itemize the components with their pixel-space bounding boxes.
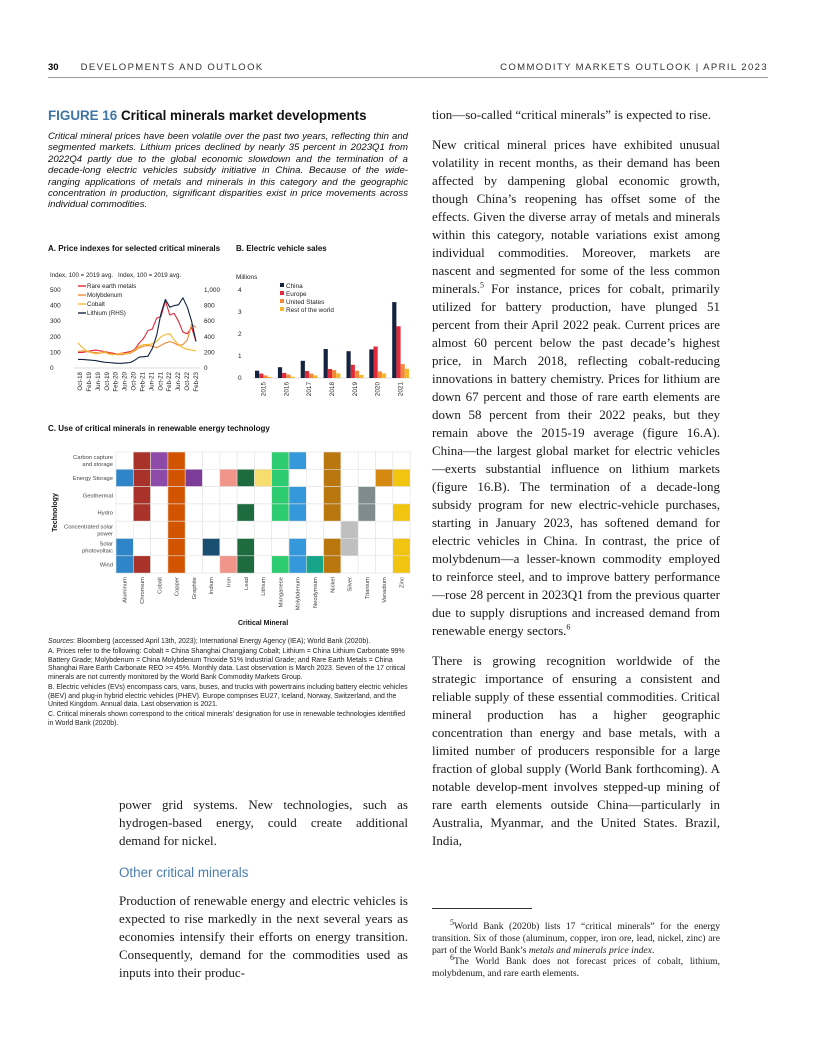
heatmap-cell bbox=[358, 469, 375, 486]
column-label: Lithium bbox=[261, 577, 268, 596]
row-label: Geothermal bbox=[82, 493, 113, 500]
heatmap-cell bbox=[151, 539, 168, 556]
y-axis-label: Millions bbox=[236, 274, 258, 281]
heatmap-cell bbox=[151, 469, 168, 486]
heatmap-cell bbox=[168, 452, 185, 469]
heatmap-cell bbox=[185, 469, 202, 486]
heatmap-cell bbox=[272, 539, 289, 556]
heatmap-cell bbox=[116, 452, 133, 469]
x-tick-label: Jun-20 bbox=[121, 372, 129, 391]
x-tick-label: 2021 bbox=[397, 382, 405, 397]
right-paragraph-3: There is growing recognition worldwide of the strategic importance of ensuring a consistent and reliable supply of these essential commodities. Critical mineral production has a higher geographic concentration than energy and base metals, with a limited number of producers responsible for a large fraction of global supply (World Bank forthcoming). A notable develop-ment involves stepped-up mining of rare earth elements outside China—particularly in Australia, Myanmar, and the United States. Brazil, India, bbox=[432, 653, 720, 848]
row-label: Wind bbox=[99, 562, 113, 569]
legend-label: Rest of the world bbox=[286, 307, 334, 314]
heatmap-cell bbox=[324, 487, 341, 504]
bar-united-states-2016 bbox=[286, 375, 290, 379]
heatmap-cell bbox=[168, 556, 185, 573]
column-label: Zinc bbox=[399, 577, 406, 589]
panel-a bbox=[48, 244, 228, 414]
right-tick-label: 1,000 bbox=[204, 287, 220, 294]
sources-text: : Bloomberg (accessed April 13th, 2023); International Energy Agency (IEA); World Bank (2020b). bbox=[73, 638, 371, 645]
legend-label: China bbox=[286, 283, 303, 290]
x-tick-label: 2017 bbox=[306, 382, 314, 397]
row-label: Energy Storage bbox=[72, 475, 113, 482]
y-tick-label: 0 bbox=[238, 375, 242, 382]
heatmap-cell bbox=[220, 521, 237, 538]
left-tick-label: 0 bbox=[50, 365, 54, 372]
heatmap-cell bbox=[376, 452, 393, 469]
heatmap-cell bbox=[358, 556, 375, 573]
heatmap-critical-minerals bbox=[48, 440, 420, 630]
legend-label: Lithium (RHS) bbox=[87, 310, 126, 317]
x-tick-label: 2020 bbox=[374, 382, 382, 397]
heatmap-cell bbox=[185, 539, 202, 556]
x-tick-label: Feb-21 bbox=[139, 372, 147, 392]
right-column-body bbox=[432, 106, 720, 862]
figure-title bbox=[48, 108, 408, 123]
bar-china-2021 bbox=[392, 302, 396, 378]
bar-europe-2017 bbox=[305, 371, 309, 378]
heatmap-cell bbox=[393, 487, 410, 504]
right-axis-label: Index, 100 = 2019 avg. bbox=[118, 272, 182, 279]
bar-united-states-2021 bbox=[401, 364, 405, 378]
header-rule bbox=[48, 77, 768, 78]
column-label: Manganese bbox=[278, 577, 285, 608]
footnote-5-end: . bbox=[651, 944, 655, 956]
heatmap-cell bbox=[341, 556, 358, 573]
x-tick-label: Oct-21 bbox=[157, 372, 165, 391]
sources-label: Sources bbox=[48, 638, 74, 645]
series-line-rare-earth-metals bbox=[78, 301, 196, 354]
heatmap-cell bbox=[289, 452, 306, 469]
x-tick-label: Oct-20 bbox=[130, 372, 138, 391]
column-label: Copper bbox=[174, 577, 181, 597]
column-label: Cobalt bbox=[157, 577, 164, 594]
heatmap-cell bbox=[237, 487, 254, 504]
bar-europe-2021 bbox=[396, 326, 400, 378]
left-tick-label: 500 bbox=[50, 287, 61, 294]
figure-sources bbox=[48, 638, 410, 730]
right-tick-label: 200 bbox=[204, 349, 215, 357]
heatmap-cell bbox=[116, 469, 133, 486]
bar-rest-of-the-world-2020 bbox=[382, 373, 386, 378]
heatmap-cell bbox=[133, 504, 150, 521]
running-head bbox=[48, 62, 768, 76]
panel-b bbox=[236, 244, 416, 414]
heatmap-cell bbox=[151, 452, 168, 469]
legend-label: Cobalt bbox=[87, 301, 105, 308]
page-number: 30 bbox=[48, 62, 59, 73]
heatmap-cell bbox=[272, 504, 289, 521]
heatmap-cell bbox=[220, 539, 237, 556]
heatmap-cell bbox=[358, 452, 375, 469]
heatmap-cell bbox=[254, 469, 271, 486]
note-c: C. Critical minerals shown correspond to the critical minerals' designation for use in renewable technologies identified in World Bank (2020b). bbox=[48, 711, 406, 727]
bar-rest-of-the-world-2015 bbox=[268, 377, 272, 378]
left-tick-label: 100 bbox=[50, 349, 61, 357]
column-label: Silver bbox=[347, 577, 354, 592]
heatmap-cell bbox=[306, 469, 323, 486]
heatmap-cell bbox=[341, 487, 358, 504]
right-paragraph-2 bbox=[432, 136, 720, 640]
heatmap-cell bbox=[272, 452, 289, 469]
bar-europe-2018 bbox=[328, 369, 332, 378]
subheading-other-critical-minerals: Other critical minerals bbox=[119, 865, 249, 880]
right-tick-label: 800 bbox=[204, 302, 215, 310]
heatmap-cell bbox=[116, 521, 133, 538]
heatmap-cell bbox=[168, 504, 185, 521]
column-label: Iron bbox=[226, 577, 233, 588]
bar-china-2015 bbox=[255, 371, 259, 378]
heatmap-cell bbox=[341, 452, 358, 469]
column-label: Titanium bbox=[364, 577, 371, 600]
heatmap-cell bbox=[393, 452, 410, 469]
heatmap-cell bbox=[185, 487, 202, 504]
column-label: Graphite bbox=[191, 577, 198, 600]
footnote-rule bbox=[432, 908, 532, 909]
right-paragraph-2b: For instance, prices for cobalt, primarily utilized for battery production, have plunged 51 percent from their April 2022 peak. Current prices are almost 60 percent below the past decade’s highest price, in March 2018, reflecting cobalt-reducing innovations in battery chemistry. Prices for lithium are down 67 percent and those of rare earth elements are down 58 percent from their 2022 peaks, but they remain above the 2015-19 average (figure 16.A). China—the largest global market for electric vehicles—exerts substantial influence on lithium markets (figure 16.B). The termination of a decade-long subsidy program for new electric-vehicle purchases, starting in January 2023, has softened demand for electric vehicles in China. In contrast, the price of molybdenum—a lesser-known commodity employed to reinforce steel, and to improve battery performance—rose 28 percent in 2023Q1 from the previous quarter due to supply disruptions and increased demand from renewable energy sectors. bbox=[432, 281, 720, 638]
heatmap-cell bbox=[237, 539, 254, 556]
heatmap-cell bbox=[116, 487, 133, 504]
heatmap-cell bbox=[116, 539, 133, 556]
left-paragraph-1: power grid systems. New technologies, such as hydrogen-based energy, could create additional demand for nickel. bbox=[119, 797, 408, 848]
row-label: power bbox=[97, 531, 113, 538]
heatmap-cell bbox=[254, 539, 271, 556]
heatmap-cell bbox=[393, 556, 410, 573]
bar-europe-2016 bbox=[282, 373, 286, 378]
heatmap-cell bbox=[220, 504, 237, 521]
y-tick-label: 3 bbox=[238, 309, 242, 316]
row-label: Solar bbox=[99, 541, 113, 548]
heatmap-cell bbox=[203, 487, 220, 504]
heatmap-cell bbox=[306, 487, 323, 504]
heatmap-cell bbox=[254, 521, 271, 538]
heatmap-cell bbox=[151, 556, 168, 573]
heatmap-cell bbox=[168, 539, 185, 556]
heatmap-cell bbox=[289, 487, 306, 504]
heatmap-cell bbox=[272, 556, 289, 573]
column-label: Neodymium bbox=[312, 577, 319, 609]
heatmap-cell bbox=[341, 504, 358, 521]
x-tick-label: Jun-21 bbox=[148, 372, 156, 391]
heatmap-cell bbox=[272, 469, 289, 486]
heatmap-cell bbox=[220, 556, 237, 573]
bar-united-states-2018 bbox=[332, 370, 336, 378]
heatmap-cell bbox=[341, 539, 358, 556]
row-label: and storage bbox=[82, 462, 113, 469]
left-column-body bbox=[119, 796, 408, 982]
legend-label: Molybdenum bbox=[87, 292, 123, 299]
heatmap-cell bbox=[151, 521, 168, 538]
heatmap-cell bbox=[289, 521, 306, 538]
bar-united-states-2020 bbox=[378, 371, 382, 378]
heatmap-cell bbox=[185, 521, 202, 538]
heatmap-cell bbox=[393, 504, 410, 521]
bar-rest-of-the-world-2019 bbox=[359, 375, 363, 378]
bar-china-2020 bbox=[369, 349, 373, 378]
heatmap-cell bbox=[376, 469, 393, 486]
heatmap-cell bbox=[289, 556, 306, 573]
x-axis-title: Critical Mineral bbox=[237, 620, 289, 628]
heatmap-cell bbox=[358, 487, 375, 504]
bar-china-2018 bbox=[324, 349, 328, 378]
heatmap-cell bbox=[376, 521, 393, 538]
heatmap-cell bbox=[237, 504, 254, 521]
heatmap-cell bbox=[185, 452, 202, 469]
column-label: Aluminum bbox=[122, 577, 129, 603]
row-label: Concentrated solar bbox=[64, 524, 113, 531]
x-tick-label: Feb-20 bbox=[112, 372, 120, 392]
heatmap-cell bbox=[254, 504, 271, 521]
heatmap-cell bbox=[306, 539, 323, 556]
x-tick-label: Oct-18 bbox=[77, 372, 84, 391]
heatmap-cell bbox=[376, 487, 393, 504]
heatmap-cell bbox=[324, 556, 341, 573]
heatmap-cell bbox=[203, 504, 220, 521]
y-tick-label: 4 bbox=[238, 287, 242, 294]
heatmap-cell bbox=[220, 487, 237, 504]
x-tick-label: Feb-22 bbox=[166, 372, 174, 392]
heatmap-cell bbox=[133, 556, 150, 573]
note-b: B. Electric vehicles (EVs) encompass cars, vans, buses, and trucks with powertrains including battery electric vehicles (BEV) and plug-in hybrid electric vehicles (PHEV). Europe comprises EU27, Iceland, Norway, Switzerland, and the United Kingdom. Annual data. Last observation is 2021. bbox=[48, 683, 408, 709]
column-label: Lead bbox=[243, 577, 250, 591]
bar-china-2016 bbox=[278, 367, 282, 378]
bar-europe-2020 bbox=[374, 347, 378, 379]
heatmap-cell bbox=[203, 452, 220, 469]
heatmap-cell bbox=[237, 521, 254, 538]
heatmap-cell bbox=[324, 521, 341, 538]
heatmap-cell bbox=[133, 521, 150, 538]
heatmap-cell bbox=[133, 469, 150, 486]
right-tick-label: 400 bbox=[204, 333, 215, 341]
x-tick-label: Oct-22 bbox=[184, 372, 192, 391]
heatmap-cell bbox=[289, 469, 306, 486]
heatmap-cell bbox=[272, 521, 289, 538]
publication-title: COMMODITY MARKETS OUTLOOK | APRIL 2023 bbox=[500, 62, 768, 73]
bar-chart-ev-sales bbox=[236, 268, 418, 418]
heatmap-cell bbox=[254, 556, 271, 573]
figure-caption: Critical mineral prices have been volatile over the past two years, reflecting thin and segmented markets. Lithium prices declined by nearly 35 percent in 2023Q1 from 2022Q4 partly due to the global economic slowdown and the termination of a decade-long electric vehicles subsidy initiative in China. Because of the wide-ranging applications of metals and minerals in this category and the geographic concentration in production, significant disparities exist in price movements across individual commodities. bbox=[48, 131, 408, 211]
y-axis-title: Technology bbox=[52, 493, 59, 532]
bar-united-states-2015 bbox=[263, 375, 267, 378]
x-tick-label: 2015 bbox=[260, 382, 268, 397]
section-title: DEVELOPMENTS AND OUTLOOK bbox=[80, 62, 264, 73]
footnote-5-number: 5 bbox=[450, 917, 454, 927]
panel-c-title: C. Use of critical minerals in renewable energy technology bbox=[48, 424, 270, 433]
x-tick-label: 2019 bbox=[351, 382, 359, 397]
legend-label: Rare earth metals bbox=[87, 283, 137, 290]
line-chart-price-indexes bbox=[48, 268, 230, 418]
bar-united-states-2019 bbox=[355, 371, 359, 378]
left-tick-label: 300 bbox=[50, 318, 61, 326]
heatmap-cell bbox=[116, 504, 133, 521]
heatmap-cell bbox=[168, 469, 185, 486]
heatmap-cell bbox=[203, 469, 220, 486]
column-label: Chromium bbox=[139, 577, 146, 604]
heatmap-cell bbox=[168, 521, 185, 538]
heatmap-cell bbox=[237, 452, 254, 469]
column-label: Molybdenum bbox=[295, 577, 302, 611]
heatmap-cell bbox=[151, 487, 168, 504]
column-label: Vanadium bbox=[382, 577, 389, 603]
heatmap-cell bbox=[254, 487, 271, 504]
left-axis-label: Index, 100 = 2019 avg. bbox=[50, 272, 114, 279]
heatmap-cell bbox=[133, 452, 150, 469]
heatmap-cell bbox=[116, 556, 133, 573]
footnote-6 bbox=[432, 953, 720, 980]
left-tick-label: 400 bbox=[50, 302, 61, 310]
row-label: Carbon capture bbox=[73, 455, 113, 462]
heatmap-cell bbox=[393, 521, 410, 538]
bar-china-2017 bbox=[301, 361, 305, 378]
x-tick-label: Jun-22 bbox=[175, 372, 183, 391]
heatmap-cell bbox=[324, 539, 341, 556]
heatmap-cell bbox=[254, 452, 271, 469]
heatmap-cell bbox=[203, 539, 220, 556]
x-tick-label: Oct-19 bbox=[103, 372, 111, 391]
heatmap-cell bbox=[306, 521, 323, 538]
note-a: A. Prices refer to the following: Cobalt = China Shanghai Changjiang Cobalt; Lithium = China Lithium Carbonate 99% Battery Grade; Molybdenum = China Molybdenum Trioxide 51% Industrial Grade; and Rare Earth Metals = China Shanghai Rare Earth Carbonate REO >= 45%. Monthly data. Last observation is March 2023. Seven of the 17 critical minerals are not currently monitored by the World Bank Commodity Markets Group. bbox=[48, 648, 406, 681]
footnote-5 bbox=[432, 917, 720, 956]
heatmap-cell bbox=[306, 452, 323, 469]
bar-rest-of-the-world-2016 bbox=[291, 377, 295, 378]
footnote-ref-6[interactable]: 6 bbox=[566, 622, 571, 632]
heatmap-cell bbox=[220, 469, 237, 486]
heatmap-cell bbox=[358, 504, 375, 521]
footnote-5-text: World Bank (2020b) lists 17 “critical minerals” for the energy transition. Six of those (aluminum, copper, iron ore, lead, nickel, zinc) are part of the World Bank’s bbox=[432, 921, 720, 956]
heatmap-cell bbox=[168, 487, 185, 504]
heatmap-cell bbox=[306, 504, 323, 521]
heatmap-cell bbox=[393, 469, 410, 486]
panel-c bbox=[48, 424, 418, 628]
heatmap-cell bbox=[133, 539, 150, 556]
legend-label: Europe bbox=[286, 291, 307, 298]
heatmap-cell bbox=[324, 504, 341, 521]
heatmap-cell bbox=[324, 452, 341, 469]
bar-rest-of-the-world-2021 bbox=[405, 369, 409, 378]
legend-swatch bbox=[280, 283, 284, 287]
heatmap-cell bbox=[376, 539, 393, 556]
sources-line bbox=[48, 638, 410, 647]
row-label: Hydro bbox=[97, 510, 113, 517]
column-label: Indium bbox=[209, 577, 216, 595]
heatmap-cell bbox=[185, 504, 202, 521]
legend-swatch bbox=[280, 307, 284, 311]
right-paragraph-2a: New critical mineral prices have exhibited unusual volatility in recent months, as their demand has been affected by dampening global economic growth, though China’s reopening has offset some of the effects. Given the diverse array of metals and minerals within this category, notable variations exist among individual commodities. Moreover, markets are nascent and segmented for some of the less common minerals. bbox=[432, 137, 720, 296]
bar-rest-of-the-world-2018 bbox=[336, 373, 340, 378]
heatmap-cell bbox=[220, 452, 237, 469]
figure-number: FIGURE 16 bbox=[48, 108, 118, 123]
heatmap-cell bbox=[358, 521, 375, 538]
bar-europe-2019 bbox=[351, 365, 355, 378]
row-label: photovoltaic bbox=[82, 548, 113, 555]
left-tick-label: 200 bbox=[50, 333, 61, 341]
heatmap-cell bbox=[185, 556, 202, 573]
bar-china-2019 bbox=[347, 351, 351, 378]
heatmap-cell bbox=[237, 469, 254, 486]
heatmap-cell bbox=[376, 556, 393, 573]
heatmap-cell bbox=[133, 487, 150, 504]
legend-swatch bbox=[280, 291, 284, 295]
left-paragraph-2: Production of renewable energy and electric vehicles is expected to rise markedly in the next several years as economies intensify their efforts on energy transition. Consequently, demand for the commodities used as inputs into their produc- bbox=[119, 893, 408, 980]
bar-united-states-2017 bbox=[309, 374, 313, 378]
y-tick-label: 2 bbox=[238, 331, 242, 338]
x-tick-label: Jun-19 bbox=[94, 372, 102, 391]
bar-europe-2015 bbox=[259, 374, 263, 378]
footnote-6-text: The World Bank does not forecast prices of cobalt, lithium, molybdenum, and rare earth elements. bbox=[432, 956, 720, 980]
footnotes bbox=[432, 917, 720, 980]
y-tick-label: 1 bbox=[238, 353, 242, 360]
figure-title-text: Critical minerals market developments bbox=[120, 108, 367, 123]
heatmap-cell bbox=[306, 556, 323, 573]
series-line-cobalt bbox=[78, 334, 196, 355]
x-tick-label: 2016 bbox=[283, 382, 291, 397]
heatmap-cell bbox=[341, 469, 358, 486]
heatmap-cell bbox=[289, 504, 306, 521]
legend-label: United States bbox=[286, 299, 325, 306]
right-tick-label: 0 bbox=[204, 365, 208, 372]
heatmap-cell bbox=[272, 487, 289, 504]
bar-rest-of-the-world-2017 bbox=[313, 375, 317, 378]
panel-a-title: A. Price indexes for selected critical minerals bbox=[48, 244, 221, 253]
heatmap-cell bbox=[151, 504, 168, 521]
heatmap-cell bbox=[203, 556, 220, 573]
x-tick-label: 2018 bbox=[329, 382, 336, 397]
x-tick-label: Feb-23 bbox=[193, 372, 200, 392]
x-tick-label: Feb-19 bbox=[85, 372, 93, 392]
right-paragraph-1: tion—so-called “critical minerals” is expected to rise. bbox=[432, 107, 712, 122]
legend-swatch bbox=[280, 299, 284, 303]
heatmap-cell bbox=[376, 504, 393, 521]
figure-16 bbox=[48, 108, 408, 211]
heatmap-cell bbox=[393, 539, 410, 556]
heatmap-cell bbox=[358, 539, 375, 556]
right-tick-label: 600 bbox=[204, 318, 215, 326]
heatmap-cell bbox=[324, 469, 341, 486]
heatmap-cell bbox=[237, 556, 254, 573]
column-label: Nickel bbox=[330, 577, 337, 593]
heatmap-cell bbox=[203, 521, 220, 538]
footnote-ref-5[interactable]: 5 bbox=[480, 280, 485, 290]
footnote-5-italic: metals and minerals price index bbox=[528, 944, 652, 956]
panel-b-title: B. Electric vehicle sales bbox=[236, 244, 327, 253]
footnote-6-number: 6 bbox=[450, 953, 454, 963]
heatmap-cell bbox=[289, 539, 306, 556]
heatmap-cell bbox=[341, 521, 358, 538]
